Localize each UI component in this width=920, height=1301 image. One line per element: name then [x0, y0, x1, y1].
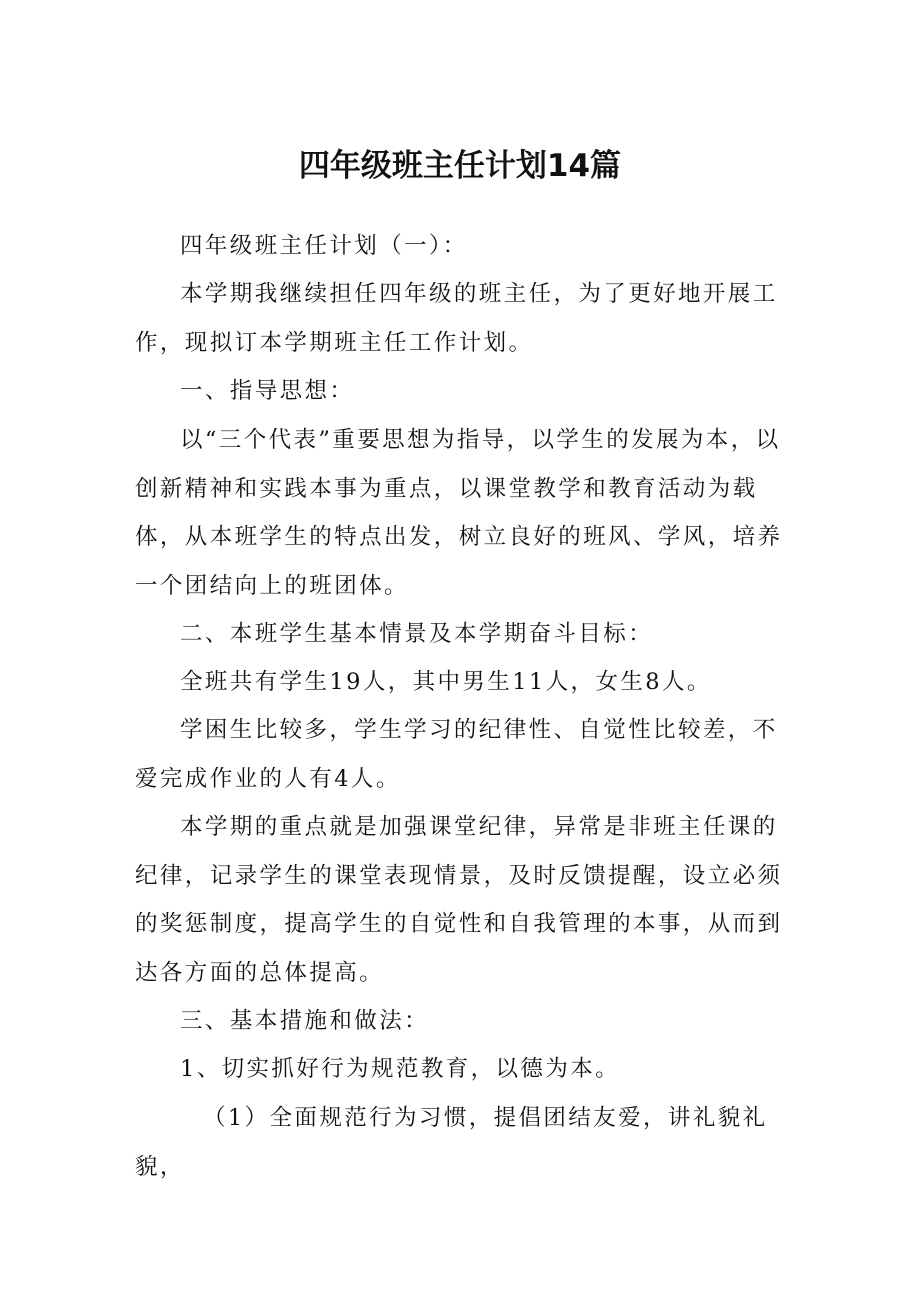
paragraph-9: 三、基本措施和做法：	[180, 1008, 430, 1034]
document-title: 四年级班主任计划14篇	[298, 148, 622, 184]
paragraph-5: 二、本班学生基本情景及本学期奋斗目标：	[180, 621, 654, 647]
paragraph-8: 本学期的重点就是加强课堂纪律，异常是非班主任课的纪律，记录学生的课堂表现情景，及时反馈提醒，设立必须的奖惩制度，提高学生的自觉性和自我管理的本事，从而到达各方面的总体提高。	[135, 814, 783, 986]
paragraph-6: 全班共有学生19人，其中男生11人，女生8人。	[180, 669, 712, 695]
paragraph-1: 四年级班主任计划（一）：	[180, 233, 468, 259]
paragraph-11: （1）全面规范行为习惯，提倡团结友爱，讲礼貌礼貌，	[135, 1105, 768, 1180]
paragraph-3: 一、指导思想：	[180, 378, 355, 404]
paragraph-2: 本学期我继续担任四年级的班主任，为了更好地开展工作，现拟订本学期班主任工作计划。	[135, 281, 778, 356]
paragraph-10: 1、切实抓好行为规范教育，以德为本。	[180, 1056, 621, 1082]
paragraph-7: 学困生比较多，学生学习的纪律性、自觉性比较差，不爱完成作业的人有4人。	[135, 717, 778, 792]
paragraph-4: 以“三个代表”重要思想为指导，以学生的发展为本，以创新精神和实践本事为重点，以课堂教学和教育活动为载体，从本班学生的特点出发，树立良好的班风、学风，培养一个团结向上的班团体。	[135, 427, 783, 599]
